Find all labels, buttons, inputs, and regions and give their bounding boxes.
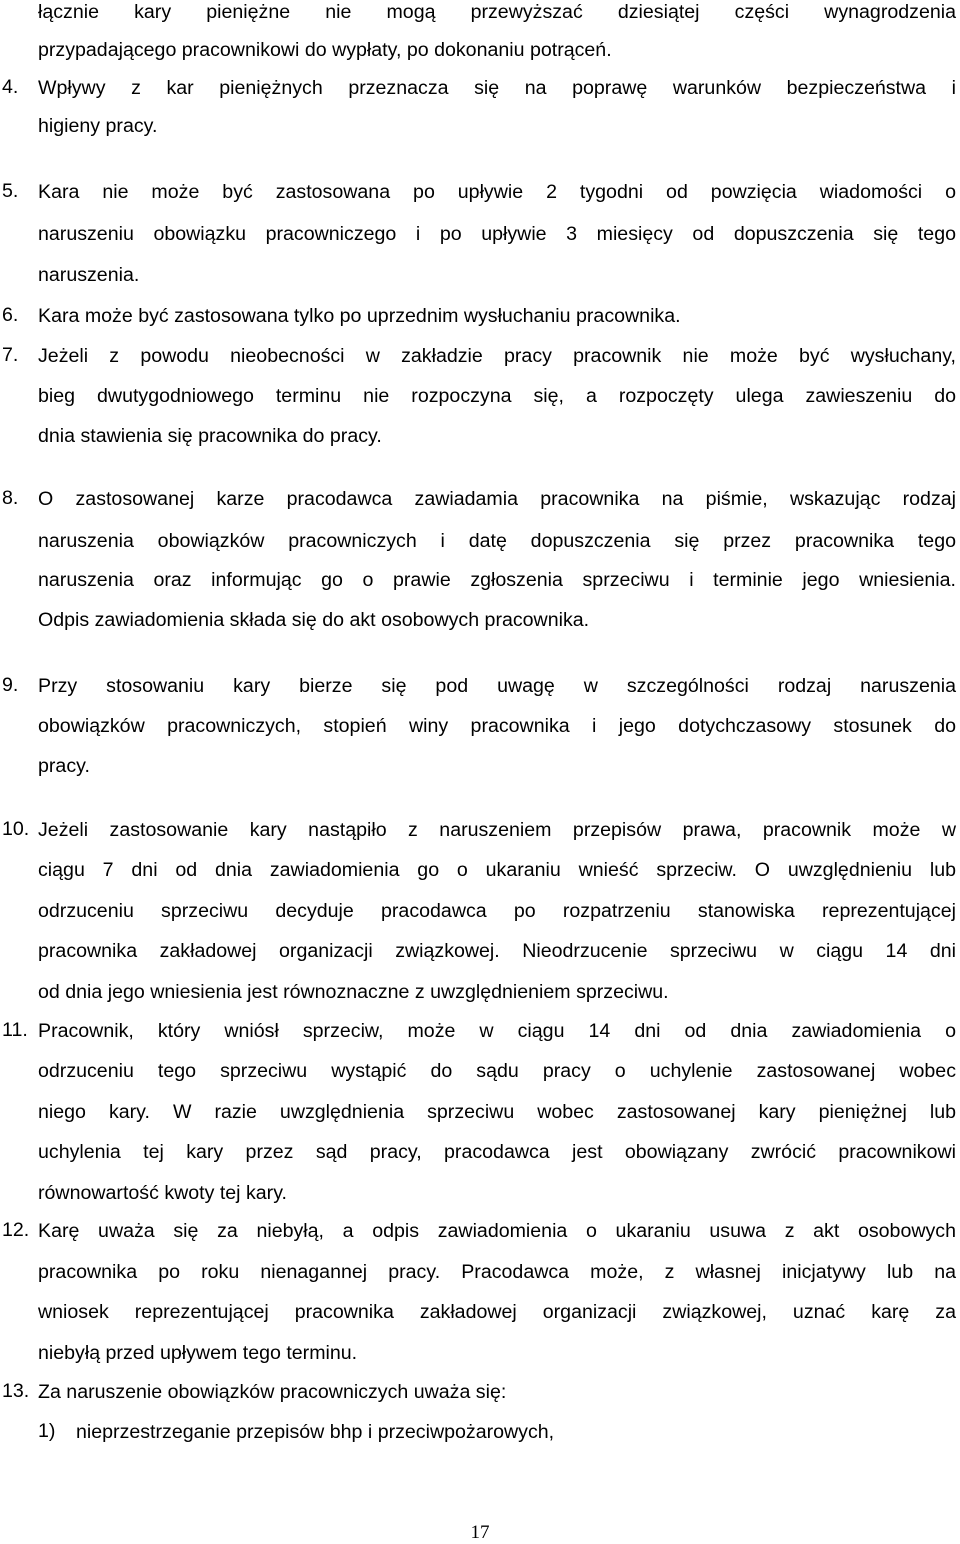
- item-number: 5.: [2, 180, 19, 202]
- sub-item-text: nieprzestrzeganie przepisów bhp i przeciwpożarowych,: [76, 1421, 555, 1443]
- text-line: obowiązków pracowniczych, stopień winy pracownika i jego dotychczasowy stosunek do: [38, 715, 956, 737]
- text-line: Odpis zawiadomienia składa się do akt osobowych pracownika.: [38, 609, 590, 631]
- item-number: 12.: [2, 1219, 30, 1241]
- text-line: O zastosowanej karze pracodawca zawiadamia pracownika na piśmie, wskazując rodzaj: [38, 488, 956, 510]
- text-line: pracownika zakładowej organizacji związkowej. Nieodrzucenie sprzeciwu w ciągu 14 dni: [38, 940, 956, 962]
- text-line: od dnia jego wniesienia jest równoznaczne z uwzględnieniem sprzeciwu.: [38, 981, 669, 1003]
- text-line: naruszenia.: [38, 264, 140, 286]
- text-line: Kara nie może być zastosowana po upływie 2 tygodni od powzięcia wiadomości o: [38, 181, 956, 203]
- text-line: Jeżeli zastosowanie kary nastąpiło z naruszeniem przepisów prawa, pracownik może w: [38, 819, 956, 841]
- text-line: higieny pracy.: [38, 115, 158, 137]
- text-line: ciągu 7 dni od dnia zawiadomienia go o ukaraniu wnieść sprzeciw. O uwzględnieniu lub: [38, 859, 956, 881]
- text-line: naruszenia obowiązków pracowniczych i datę dopuszczenia się przez pracownika tego: [38, 530, 956, 552]
- text-line: Za naruszenie obowiązków pracowniczych uważa się:: [38, 1381, 507, 1403]
- text-line: odrzuceniu tego sprzeciwu wystąpić do sądu pracy o uchylenie zastosowanej wobec: [38, 1060, 956, 1082]
- text-line: odrzuceniu sprzeciwu decyduje pracodawca po rozpatrzeniu stanowiska reprezentującej: [38, 900, 956, 922]
- text-line: Pracownik, który wniósł sprzeciw, może w ciągu 14 dni od dnia zawiadomienia o: [38, 1020, 956, 1042]
- text-line: Jeżeli z powodu nieobecności w zakładzie pracy pracownik nie może być wysłuchany,: [38, 345, 956, 367]
- text-line: wniosek reprezentującej pracownika zakładowej organizacji związkowej, uznać karę za: [38, 1301, 956, 1323]
- text-line: pracy.: [38, 755, 90, 777]
- text-line: równowartość kwoty tej kary.: [38, 1182, 287, 1204]
- item-number: 7.: [2, 344, 19, 366]
- text-line: dnia stawienia się pracownika do pracy.: [38, 425, 382, 447]
- page-number: 17: [470, 1522, 490, 1543]
- text-line: Kara może być zastosowana tylko po uprzednim wysłuchaniu pracownika.: [38, 305, 681, 327]
- item-number: 10.: [2, 818, 30, 840]
- text-line: niego kary. W razie uwzględnienia sprzeciwu wobec zastosowanej kary pieniężnej lub: [38, 1101, 956, 1123]
- text-line: naruszenia oraz informując go o prawie zgłoszenia sprzeciwu i terminie jego wniesienia.: [38, 569, 956, 591]
- text-line: łącznie kary pieniężne nie mogą przewyższać dziesiątej części wynagrodzenia: [38, 1, 956, 23]
- text-line: pracownika po roku nienagannej pracy. Pracodawca może, z własnej inicjatywy lub na: [38, 1261, 956, 1283]
- item-number: 4.: [2, 76, 19, 98]
- item-number: 9.: [2, 674, 19, 696]
- text-line: bieg dwutygodniowego terminu nie rozpoczyna się, a rozpoczęty ulega zawieszeniu do: [38, 385, 956, 407]
- text-line: naruszeniu obowiązku pracowniczego i po upływie 3 miesięcy od dopuszczenia się tego: [38, 223, 956, 245]
- text-line: przypadającego pracownikowi do wypłaty, po dokonaniu potrąceń.: [38, 39, 612, 61]
- item-number: 11.: [2, 1019, 28, 1041]
- text-line: niebyłą przed upływem tego terminu.: [38, 1342, 358, 1364]
- item-number: 13.: [2, 1380, 30, 1402]
- item-number: 6.: [2, 304, 19, 326]
- text-line: Wpływy z kar pieniężnych przeznacza się na poprawę warunków bezpieczeństwa i: [38, 77, 956, 99]
- text-line: uchylenia tej kary przez sąd pracy, pracodawca jest obowiązany zwrócić pracownikowi: [38, 1141, 956, 1163]
- sub-item-number: 1): [38, 1420, 56, 1442]
- item-number: 8.: [2, 487, 19, 509]
- text-line: Przy stosowaniu kary bierze się pod uwagę w szczególności rodzaj naruszenia: [38, 675, 956, 697]
- text-line: Karę uważa się za niebyłą, a odpis zawiadomienia o ukaraniu usuwa z akt osobowych: [38, 1220, 956, 1242]
